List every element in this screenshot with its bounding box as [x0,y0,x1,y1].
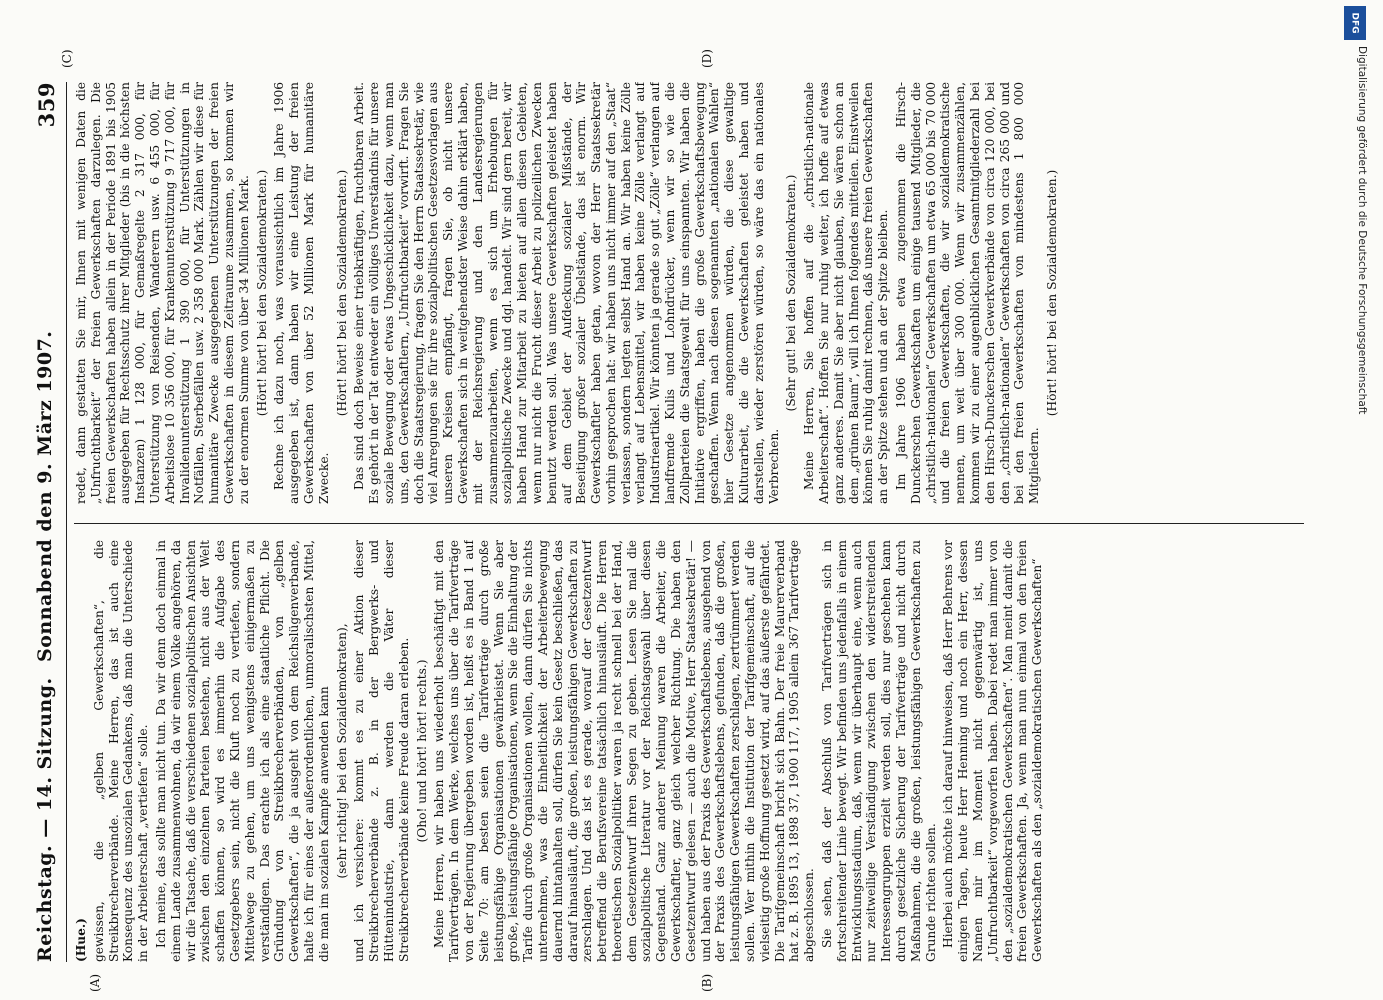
interjection: (Hört! hört! bei den Sozialdemokraten.) [334,169,349,417]
header-rule [66,82,67,962]
header-session: Reichstag. — 14. Sitzung. [34,677,56,962]
paragraph: und ich versichere: kommt es zu einer Aktion dieser Streikbrecherverbände z. B. in der Bergwerks- und Hüttenindustrie, dann werden die Väter dieser Streikbrecherverbände keine Freude daran erleben. [352,540,411,962]
margin-mark-a: (A) [88,973,102,992]
paragraph: redet, dann gestatten Sie mir, Ihnen mit wenigen Daten die „Unfruchtbarkeit“ der freien Gewerkschaften darzulegen. Die freien Gewerkschaften haben allein in der Periode 1891 bis 1905 ausgegeben für Rechtsschutz ihrer Mitglieder (bis in die höchsten Instanzen) 1 128 000, für Gemaßregelte 2 317 000, für Unterstützung von Reisenden, Wanderern usw. 6 455 000, für Arbeitslose 10 356 000, für Krankenunterstützung 9 717 000, für Invalidenunterstützung 1 390 000, für Unterstützungen in Notfällen, Sterbefällen usw. 2 358 000 Mark. Zählen wir diese für humanitäre Zwecke ausgegebenen Unterstützungen der freien Gewerkschaften in diesem Zeitraume zusammen, so kommen wir zu der enormen Summe von über 34 Millionen Mark. [74,82,251,504]
interjection: (Hört! hört! bei den Sozialdemokraten.) [1045,169,1059,417]
paragraph: gewissen, die „gelben Gewerkschaften“, die Streikbrecherverbände. Meine Herren, das ist auch eine Konsequenz des unsozialen Gedankens, daß man die Unterschiede in der Arbeiterschaft „vertiefen“ solle. [91,540,151,962]
page-header [28,82,64,962]
left-column [74,540,1303,962]
paragraph: Sie sehen, daß der Abschluß von Tarifverträgen sich in fortschreitender Linie bewegt. Wir befinden uns jedenfalls in einem Entwicklungsstadium, daß, wenn wir überhaupt eine, wenn auch nur zeitweilige Verständigung zwischen den widerstreitenden Interessengruppen erzielt werden soll, dies nur geschehen kann durch gesetzliche Sicherung der Tarifverträge und nicht durch Maßnahmen, die die großen, leistungsfähigen Gewerkschaften zu Grunde richten sollen. [820,540,938,962]
page-number: 359 [34,82,59,128]
speaker-name: (Hue.) [74,918,88,962]
paragraph: Ich meine, das sollte man nicht tun. Da wir denn doch einmal in einem Lande zusammenwohnen, da wir einem Volke angehören, da wir die Tatsache, daß die verschiedenen sozialpolitischen Ansichten zwischen den einzelnen Parteien bestehen, nicht aus der Welt schaffen können, so wird es immerhin die Aufgabe des Gesetzgebers sein, nicht die Kluft noch zu vertiefen, sondern Mittelwege zu gehen, um uns wenigstens einigermaßen zu verständigen. Das erachte ich als eine staatliche Pflicht. Die Gründung von Streikbrecherverbänden, von „gelben Gewerkschaften“, die ja ausgeht von dem Reichslügenverbande, halte ich für eines der außerordentlichen, unmoralischsten Mittel, die man im sozialen Kampfe anwenden kann [153,540,331,962]
funding-credit [1348,46,1368,746]
interjection: (sehr richtig! bei den Sozialdemokraten), [334,623,349,879]
interjection: (Sehr gut! bei den Sozialdemokraten.) [784,174,799,412]
interjection: (Oho! und hört! hört! rechts.) [414,659,429,843]
margin-mark-b: (B) [700,973,714,992]
paragraph: Meine Herren, Sie hoffen auf die „christlich-nationale Arbeiterschaft“. Hoffen Sie nur ruhig weiter, ich hoffe auf etwas ganz anderes. Damit Sie aber nicht glauben, Sie wären schon an dem „grünen Baum“, will ich Ihnen folgendes mitteilen. Einstweilen können Sie ruhig damit rechnen, daß unsere freien Gewerkschaften an der Spitze stehen und an der Spitze bleiben. [802,82,891,504]
dfg-logo: DFG [1344,6,1366,40]
paragraph: Rechne ich dazu noch, was voraussichtlich im Jahre 1906 ausgegeben ist, dann haben wir eine Leistung der freien Gewerkschaften von über 52 Millionen Mark für humanitäre Zwecke. [272,82,331,504]
paragraph: Im Jahre 1906 haben etwa zugenommen die Hirsch-Dunckerschen Gewerkschaften um einige tausend Mitglieder, die „christlich-nationalen“ Gewerkschaften um etwa 65 000 bis 70 000 und die freien Gewerkschaften, die wir sozialdemokratische nennen, um weit über 300 000. Wenn wir zusammenzählen, kommen wir zu einer augenblicklichen Gesamtmitgliederzahl bei den Hirsch-Dunckerschen Gewerkverbände von circa 120 000, bei den „christlich-nationalen“ Gewerkschaften von circa 265 000 und bei den freien Gewerkschaften von mindestens 1 800 000 Mitgliedern. [894,82,1042,504]
header-date: Sonnabend den 9. März 1907. [34,330,56,662]
funding-credit-text: Digitalisierung gefördert durch die Deutsche Forschungsgemeinschaft [1356,46,1368,415]
margin-mark-d: (D) [700,49,714,68]
column-divider [74,523,1304,524]
paragraph: Das sind doch Beweise einer triebkräftigen, fruchtbaren Arbeit. Es gehört in der Tat entweder ein völliges Unverständnis für unsere soziale Bewegung oder etwas Ungeschicklichkeit dazu, wenn man uns, den Gewerkschaftlern, „Unfruchtbarkeit“ vorwirft. Fragen Sie doch die Staatsregierung, fragen Sie den Herrn Staatssekretär, wie viel Anregungen sie für ihre sozialpolitischen Gesetzesvorlagen aus unseren Kreisen empfängt, fragen Sie, ob nicht unsere Gewerkschaften sich in weitgehendster Weise dahin erklärt haben, mit der Reichsregierung und den Landesregierungen zusammenzuarbeiten, wenn es sich um Erhebungen für sozialpolitische Zwecke und dgl. handelt. Wir sind gern bereit, wir haben Hand zur Mitarbeit zu bieten auf allen diesen Gebieten, wenn nur nicht die Frucht dieser Arbeit zu polizeilichen Zwecken benutzt werden soll. Was unsere Gewerkschaften geleistet haben auf dem Gebiet der Aufdeckung sozialer Mißstände, der Beseitigung großer sozialer Übelstände, das ist enorm. Wir Gewerkschaftler haben getan, wovon der Herr Staatssekretär vorhin gesprochen hat: wir haben uns nicht immer auf den „Staat“ verlassen, sondern legten selbst Hand an. Wir haben keine Zölle verlangt auf Lebensmittel, wir haben keine Zölle verlangt auf Industrieartikel. Wir könnten ja gerade so gut „Zölle“ verlangen auf landfremde Kulis und Lohndrücker, wenn wir so wie die Zollparteien die Staatsgewalt für uns einspannten. Wir haben die Initiative ergriffen, haben die große Gewerkschaftsbewegung geschaffen. Wenn nach diesen sogenannten „nationalen Wahlen“ hier Gesetze angenommen würden, die diese gewaltige Kulturarbeit, die die Gewerkschaften geleistet haben und darstellen, wieder zerstören würden, so wäre das ein nationales Verbrechen. [352,82,781,504]
margin-mark-c: (C) [60,49,74,68]
right-column [74,82,1303,504]
paragraph: Meine Herren, wir haben uns wiederholt beschäftigt mit den Tarifverträgen. In dem Werke, welches uns über die Tarifverträge von der Regierung übergeben worden ist, heißt es in Band 1 auf Seite 70: am besten seien die Tarifverträge durch große leistungsfähige Organisationen gewährleistet. Wenn Sie aber große, leistungsfähige Organisationen, wenn Sie die Einhaltung der Tarife durch große Organisationen wollen, dann dürfen Sie nichts unternehmen, was die Einheitlichkeit der Arbeiterbewegung dauernd hintanhalten soll, dürfen Sie kein Gesetz beschließen, das darauf hinausläuft, die großen, leistungsfähigen Gewerkschaften zu zerschlagen. Und das ist es gerade, worauf der Gesetzentwurf betreffend die Berufsvereine tatsächlich hinausläuft. Die Herren theoretischen Sozialpolitiker waren ja recht schnell bei der Hand, dem Gesetzentwurf ihren Segen zu geben. Lesen Sie mal die sozialpolitische Literatur vor der Reichstagswahl über diesen Gegenstand. Ganz anderer Meinung waren die Arbeiter, die Gewerkschaftler, ganz gleich welcher Richtung. Die haben den Gesetzentwurf gelesen — auch die Motive, Herr Staatssekretär! — und haben aus der Praxis des Gewerkschaftslebens, ausgehend von der Praxis des Gewerkschaftslebens, gefunden, daß die großen, leistungsfähigen Gewerkschaften zerschlagen, zertrümmert werden sollen. Wer mithin die Institution der Tarifgemeinschaft, auf die vielseitig große Hoffnung gesetzt wird, auf das äußerste gefährdet. Die Tarifgemeinschaft bricht sich Bahn. Der freie Maurerverband hat z. B. 1895 13, 1898 37, 1900 117, 1905 allein 367 Tarifverträge abgeschlossen. [432,540,817,962]
interjection: (Hört! hört! bei den Sozialdemokraten.) [254,169,269,417]
paragraph: Hierbei auch möchte ich darauf hinweisen, daß Herr Behrens vor einigen Tagen, heute Herr Henning und noch ein Herr, dessen Namen mir im Moment nicht gegenwärtig ist, uns „Unfruchtbarkeit“ vorgeworfen haben. Dabei redet man immer von den „sozialdemokratischen Gewerkschaften“. Man meint damit die freien Gewerkschaften. Ja, wenn man nun einmal von den freien Gewerkschaften als den „sozialdemokratischen Gewerkschaften“ [941,540,1045,962]
